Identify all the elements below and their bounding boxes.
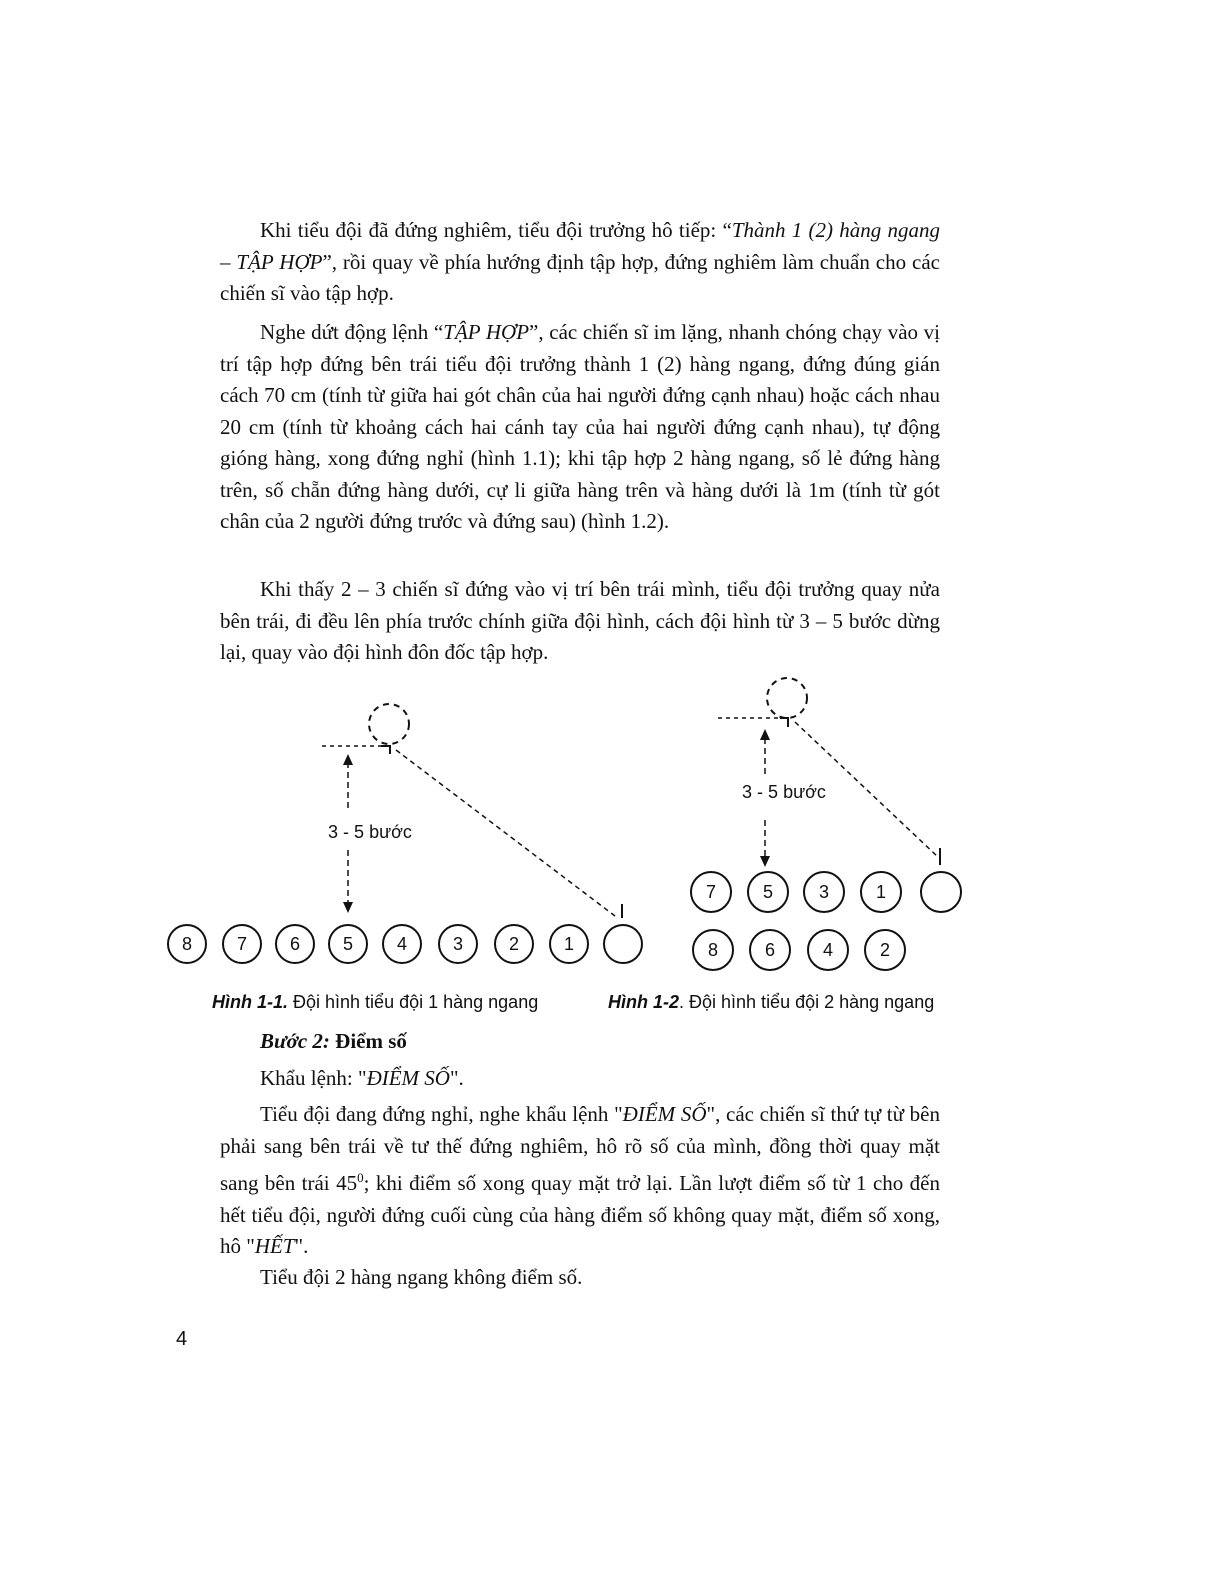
svg-text:2: 2 xyxy=(508,934,520,954)
page-number: 4 xyxy=(176,1328,188,1350)
figure-1-1-diagram xyxy=(160,690,660,1020)
soldier-bottom-row xyxy=(693,930,905,970)
leader-facing-mark xyxy=(780,718,788,727)
soldier-top-row xyxy=(691,872,961,912)
figure-1-1-caption: Hình 1-1. Đội hình tiểu đội 1 hàng ngang xyxy=(212,992,539,1012)
soldier-1 xyxy=(861,872,901,912)
svg-text:5: 5 xyxy=(762,882,774,902)
step-2-heading: Bước 2: Điểm số xyxy=(260,1029,407,1053)
soldier-4 xyxy=(808,930,848,970)
command-line: Khẩu lệnh: "ĐIỂM SỐ". xyxy=(260,1066,464,1090)
distance-label: 3 - 5 bước xyxy=(742,782,826,802)
arrow-up-head xyxy=(343,754,353,765)
leader-circle xyxy=(921,872,961,912)
svg-text:5: 5 xyxy=(342,934,354,954)
svg-text:2: 2 xyxy=(879,940,891,960)
soldier-2 xyxy=(865,930,905,970)
svg-text:7: 7 xyxy=(705,882,717,902)
svg-text:1: 1 xyxy=(563,934,575,954)
figure-1-2-diagram xyxy=(600,670,980,1020)
svg-text:1: 1 xyxy=(875,882,887,902)
svg-text:7: 7 xyxy=(236,934,248,954)
distance-label: 3 - 5 bước xyxy=(328,822,412,842)
paragraph-formation-command: Khi tiểu đội đã đứng nghiêm, tiểu đội trưởng hô tiếp: “Thành 1 (2) hàng ngang – TẬP HỢP”, rồi quay về phía hướng định tập hợp, đứng nghiêm làm chuẩn cho các chiến sĩ vào tập hợp. xyxy=(220,218,940,305)
soldier-7 xyxy=(691,872,731,912)
paragraph-assembly: Nghe dứt động lệnh “TẬP HỢP”, các chiến sĩ im lặng, nhanh chóng chạy vào vị trí tập hợp đứng bên trái tiểu đội trưởng thành 1 (2) hàng ngang, đứng đúng gián cách 70 cm (tính từ giữa hai gót chân của hai người đứng cạnh nhau) hoặc cách nhau 20 cm (tính từ khoảng cách hai cánh tay của hai người đứng cạnh nhau), tự động gióng hàng, xong đứng nghỉ (hình 1.1); khi tập hợp 2 hàng ngang, số lẻ đứng hàng trên, số chẵn đứng hàng dưới, cự li giữa hàng trên và hàng dưới là 1m (tính từ gót chân của 2 người đứng trước và đứng sau) (hình 1.2). xyxy=(220,320,940,533)
leader-facing-mark xyxy=(381,746,390,754)
soldier-row xyxy=(168,925,642,963)
svg-text:4: 4 xyxy=(396,934,408,954)
soldier-3 xyxy=(804,872,844,912)
arrow-down-head xyxy=(760,856,770,867)
soldier-6 xyxy=(276,925,314,963)
svg-text:8: 8 xyxy=(707,940,719,960)
soldier-7 xyxy=(223,925,261,963)
soldier-3 xyxy=(439,925,477,963)
paragraph-counting: Tiểu đội đang đứng nghỉ, nghe khẩu lệnh "ĐIỂM SỐ", các chiến sĩ thứ tự từ bên phải sang bên trái về tư thế đứng nghiêm, hô rõ số của mình, đồng thời quay mặt sang bên trái $45^0$; khi điểm số xong quay mặt trở lại. Lần lượt điểm số từ 1 cho đến hết tiểu đội, người đứng cuối cùng của hàng điểm số không quay mặt, điểm số xong, hô "HẾT". xyxy=(220,1102,941,1258)
svg-text:3: 3 xyxy=(818,882,830,902)
paragraph-leader-position: Khi thấy 2 – 3 chiến sĩ đứng vào vị trí bên trái mình, tiểu đội trưởng quay nửa bên trái, đi đều lên phía trước chính giữa đội hình, cách đội hình từ 3 – 5 bước dừng lại, quay vào đội hình đôn đốc tập hợp. xyxy=(220,577,940,664)
arrow-up-head xyxy=(760,729,770,740)
soldier-8 xyxy=(693,930,733,970)
soldier-5 xyxy=(748,872,788,912)
leader-position-circle xyxy=(767,678,807,718)
svg-text:6: 6 xyxy=(764,940,776,960)
svg-text:8: 8 xyxy=(181,934,193,954)
soldier-8 xyxy=(168,925,206,963)
arrow-down-head xyxy=(343,902,353,913)
diagonal-path xyxy=(396,750,615,916)
paragraph-no-counting: Tiểu đội 2 hàng ngang không điểm số. xyxy=(260,1265,583,1289)
figure-1-2-caption: Hình 1-2. Đội hình tiểu đội 2 hàng ngang xyxy=(608,992,935,1012)
soldier-1 xyxy=(550,925,588,963)
svg-text:4: 4 xyxy=(822,940,834,960)
soldier-5 xyxy=(329,925,367,963)
svg-text:3: 3 xyxy=(452,934,464,954)
soldier-2 xyxy=(495,925,533,963)
svg-text:6: 6 xyxy=(289,934,301,954)
soldier-4 xyxy=(383,925,421,963)
soldier-6 xyxy=(750,930,790,970)
leader-position-circle xyxy=(369,704,409,744)
